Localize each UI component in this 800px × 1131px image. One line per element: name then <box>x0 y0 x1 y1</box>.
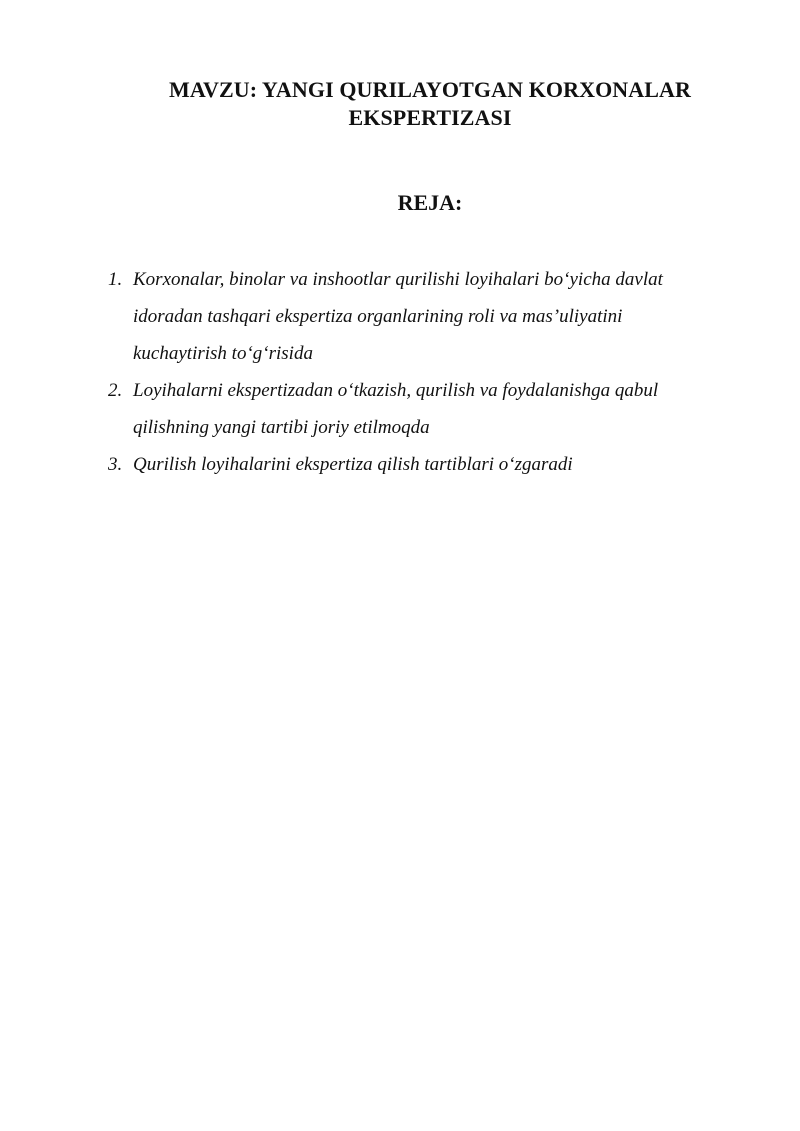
title-line-1: MAVZU: YANGI QURILAYOTGAN KORXONALAR <box>168 77 692 102</box>
plan-item-1 <box>108 261 768 372</box>
plan-item-3 <box>108 446 768 483</box>
plan-item-text-line: idoradan tashqari ekspertiza organlarining roli va mas’uliyatini <box>133 306 623 327</box>
plan-list <box>108 261 768 483</box>
plan-item-number: 2. <box>108 380 123 401</box>
plan-item-2 <box>108 372 768 446</box>
plan-item-text-line: Qurilish loyihalarini ekspertiza qilish tartiblari o‘zgaradi <box>133 454 573 475</box>
document-title <box>100 76 760 132</box>
title-line-2: EKSPERTIZASI <box>348 105 512 130</box>
plan-item-text-line: Korxonalar, binolar va inshootlar qurilishi loyihalari bo‘yicha davlat <box>133 269 663 290</box>
plan-item-text-line: Loyihalarni ekspertizadan o‘tkazish, qurilish va foydalanishga qabul <box>133 380 659 401</box>
plan-item-number: 3. <box>108 454 123 475</box>
plan-item-text-line: qilishning yangi tartibi joriy etilmoqda <box>133 417 430 438</box>
plan-heading: REJA: <box>397 190 463 215</box>
plan-item-number: 1. <box>108 269 123 290</box>
plan-item-text-line: kuchaytirish to‘g‘risida <box>133 343 313 364</box>
